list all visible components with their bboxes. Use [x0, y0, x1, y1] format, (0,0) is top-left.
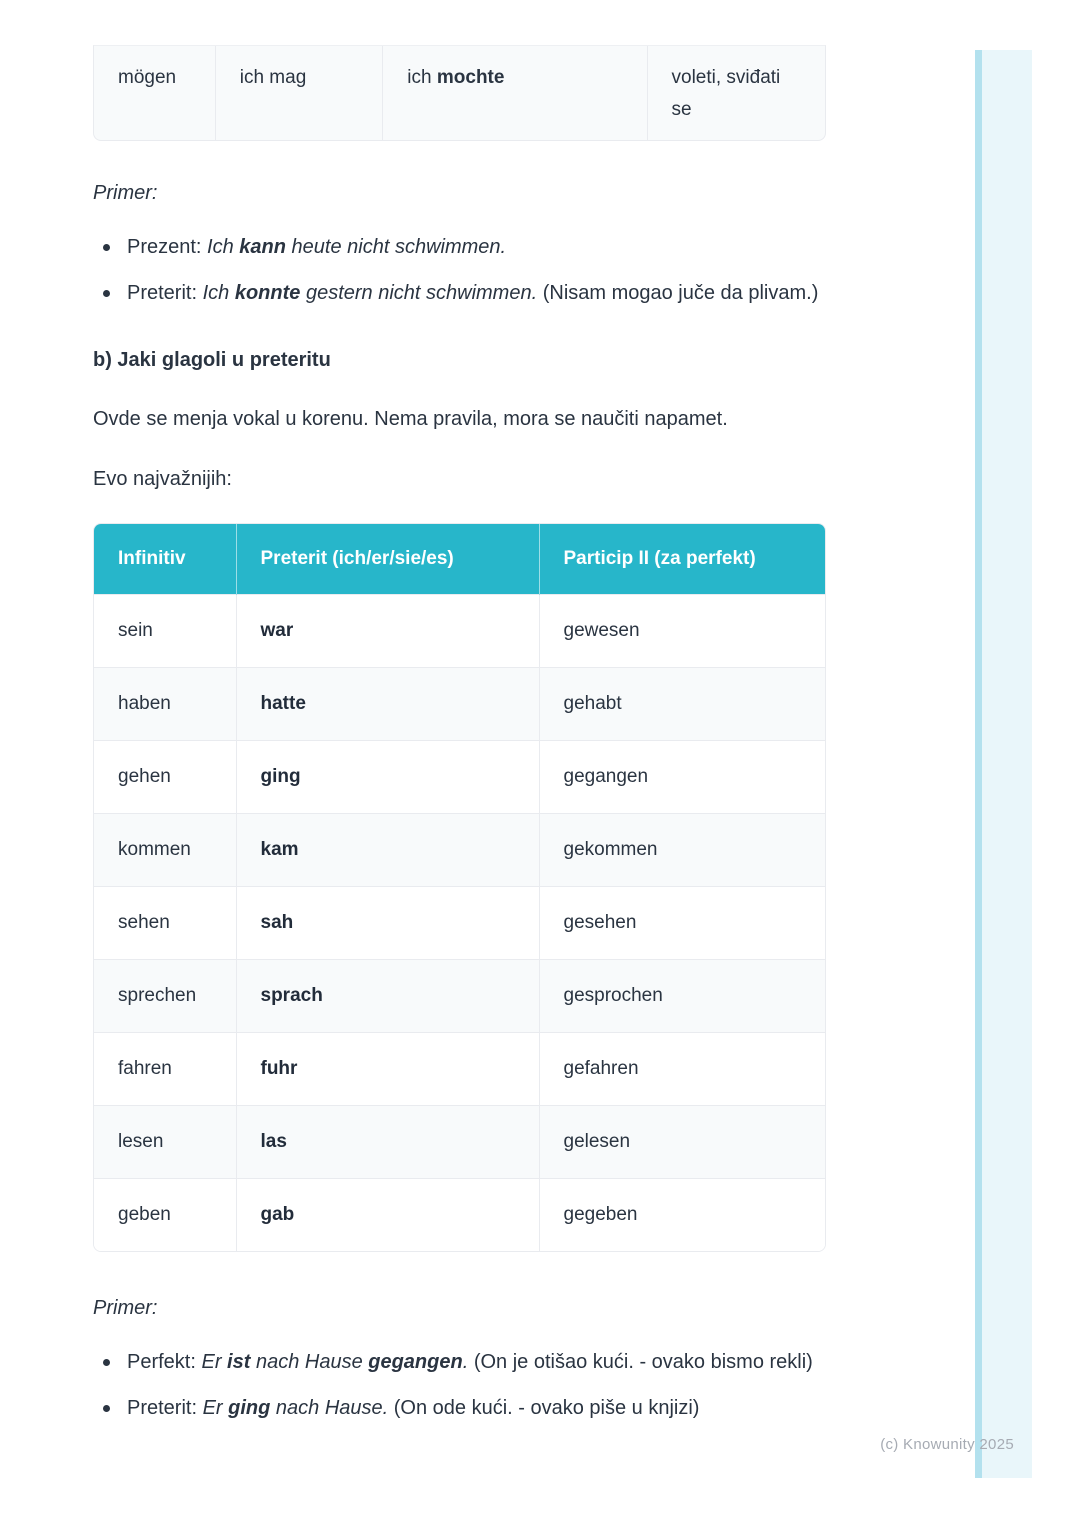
- cell-infinitiv: gehen: [94, 741, 236, 814]
- cell-text: mögen: [118, 67, 177, 88]
- item-italic: heute nicht schwimmen.: [285, 236, 507, 258]
- cell-preterite: [383, 46, 647, 140]
- item-italic: Ich: [207, 236, 240, 258]
- cell-infinitive: [94, 46, 216, 140]
- cell-preterit: las: [236, 1106, 539, 1179]
- item-bold: kann: [239, 236, 286, 258]
- cell-particip: gelesen: [539, 1106, 826, 1179]
- cell-infinitiv: lesen: [94, 1106, 236, 1179]
- item-italic: nach Hause: [250, 1351, 369, 1373]
- content-column: [93, 0, 826, 1438]
- header-infinitiv: Infinitiv: [94, 524, 236, 595]
- cell-infinitiv: sehen: [94, 887, 236, 960]
- header-preterit: Preterit (ich/er/sie/es): [236, 524, 539, 595]
- cell-preterit: hatte: [236, 668, 539, 741]
- cell-present: [216, 46, 384, 140]
- page-edge-accent-band: [975, 50, 1032, 1478]
- cell-infinitiv: geben: [94, 1179, 236, 1252]
- list-item-preterit: [93, 277, 826, 309]
- item-prefix: Prezent:: [127, 236, 208, 258]
- strong-verbs-table: [93, 523, 826, 1252]
- cell-preterit: sprach: [236, 960, 539, 1033]
- cell-preterit: fuhr: [236, 1033, 539, 1106]
- table-row: [94, 595, 826, 668]
- cell-particip: gesehen: [539, 887, 826, 960]
- cell-particip: gegeben: [539, 1179, 826, 1252]
- table-row: [94, 668, 826, 741]
- section-paragraph: Ovde se menja vokal u korenu. Nema pravila, mora se naučiti napamet.: [93, 408, 728, 430]
- table-header-row: [94, 524, 826, 595]
- item-bold: ist: [227, 1351, 251, 1373]
- item-bold: gegangen: [368, 1351, 463, 1373]
- item-italic: gestern nicht schwimmen.: [300, 282, 538, 304]
- item-italic: Er: [201, 1351, 228, 1373]
- cell-infinitiv: sprechen: [94, 960, 236, 1033]
- cell-infinitiv: haben: [94, 668, 236, 741]
- cell-particip: gewesen: [539, 595, 826, 668]
- table-row: [94, 960, 826, 1033]
- table-row: [94, 814, 826, 887]
- item-bold: konnte: [234, 282, 301, 304]
- example-label: Primer:: [93, 182, 158, 204]
- list-item-perfekt: [93, 1346, 826, 1378]
- cell-particip: gefahren: [539, 1033, 826, 1106]
- cell-preterit: kam: [236, 814, 539, 887]
- cell-particip: gesprochen: [539, 960, 826, 1033]
- table-row: [94, 741, 826, 814]
- table-row: [94, 1106, 826, 1179]
- cell-preterit: war: [236, 595, 539, 668]
- cell-particip: gegangen: [539, 741, 826, 814]
- cell-translation: [648, 46, 826, 140]
- table-row: [94, 1033, 826, 1106]
- cell-text: voleti, sviđati se: [671, 67, 781, 120]
- item-italic: nach Hause.: [270, 1397, 389, 1419]
- cell-bold-text: mochte: [436, 67, 505, 88]
- cell-preterit: gab: [236, 1179, 539, 1252]
- item-bold: ging: [228, 1397, 271, 1419]
- example-list: [93, 1346, 826, 1424]
- cell-infinitiv: fahren: [94, 1033, 236, 1106]
- item-german-sentence: [201, 1351, 468, 1373]
- cell-text: ich: [407, 67, 437, 88]
- item-prefix: Preterit:: [127, 282, 203, 304]
- cell-infinitiv: sein: [94, 595, 236, 668]
- cell-preterit: sah: [236, 887, 539, 960]
- modal-verbs-table-last-row: [93, 45, 826, 141]
- item-german-sentence: [203, 1397, 389, 1419]
- example-list: [93, 231, 826, 309]
- item-suffix: (Nisam mogao juče da plivam.): [537, 282, 819, 304]
- list-item-prezent: [93, 231, 826, 263]
- item-prefix: Preterit:: [127, 1397, 203, 1419]
- item-german-sentence: [203, 282, 538, 304]
- knowunity-watermark: (c) Knowunity 2025: [880, 1436, 1014, 1453]
- example-label: Primer:: [93, 1297, 158, 1319]
- section-lead-in: Evo najvažnijih:: [93, 468, 232, 490]
- section-heading: b) Jaki glagoli u preteritu: [93, 349, 331, 371]
- cell-preterit: ging: [236, 741, 539, 814]
- cell-particip: gehabt: [539, 668, 826, 741]
- table-row: [94, 887, 826, 960]
- header-particip: Particip II (za perfekt): [539, 524, 826, 595]
- cell-particip: gekommen: [539, 814, 826, 887]
- list-item-preterit: [93, 1392, 826, 1424]
- item-suffix: (On ode kući. - ovako piše u knjizi): [388, 1397, 700, 1419]
- item-italic: Ich: [202, 282, 235, 304]
- item-suffix: (On je otišao kući. - ovako bismo rekli): [468, 1351, 813, 1373]
- item-italic: .: [462, 1351, 469, 1373]
- cell-infinitiv: kommen: [94, 814, 236, 887]
- item-german-sentence: [207, 236, 506, 258]
- item-italic: Er: [202, 1397, 229, 1419]
- item-prefix: Perfekt:: [127, 1351, 202, 1373]
- table-row: [94, 1179, 826, 1252]
- cell-text: ich mag: [239, 67, 307, 88]
